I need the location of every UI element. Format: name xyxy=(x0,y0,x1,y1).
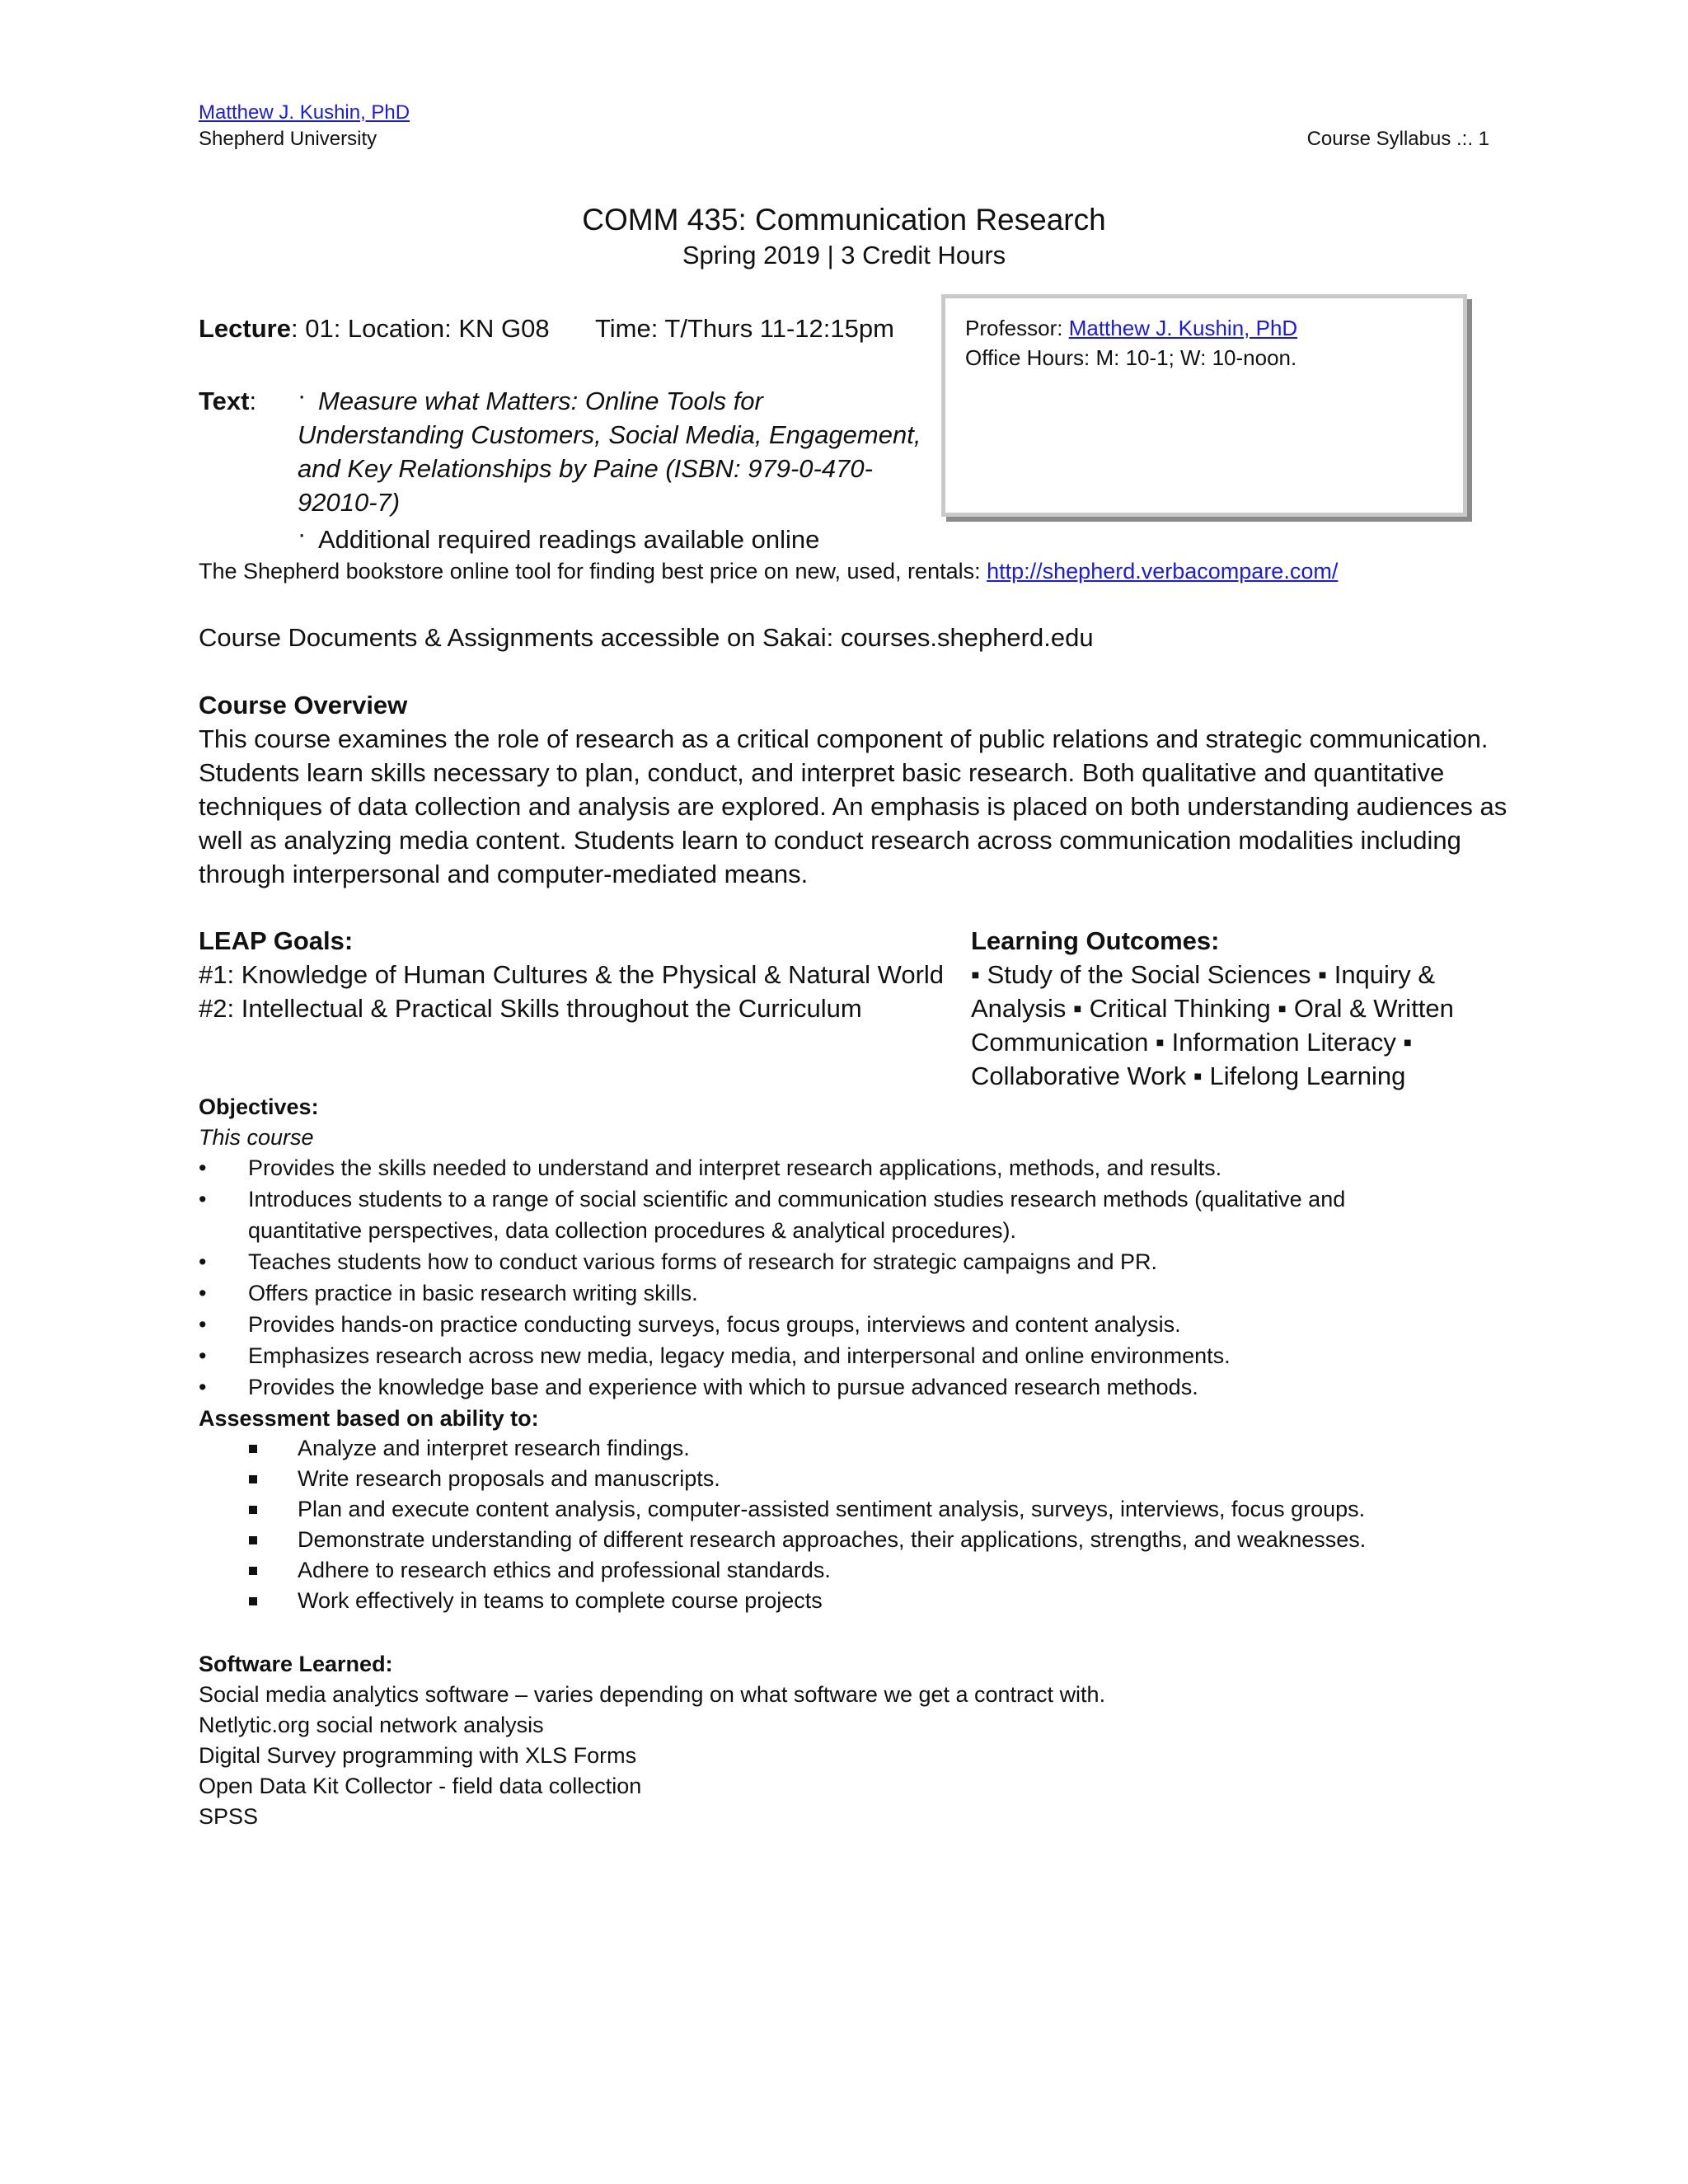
lecture-details: : 01: Location: KN G08 xyxy=(290,314,550,343)
bookstore-link[interactable]: http://shepherd.verbacompare.com/ xyxy=(987,559,1339,583)
text-label: Text xyxy=(199,387,250,415)
software-item-4: Open Data Kit Collector - field data collection xyxy=(199,1774,642,1798)
outcomes-line-3: Communication ▪ Information Literacy ▪ xyxy=(971,1028,1413,1057)
list-item: • Introduces students to a range of social scientific and communication studies research methods (qualitative and quantitative perspectives, data collection procedures & analytical procedures). xyxy=(199,1183,1501,1246)
list-item: Work effectively in teams to complete course projects xyxy=(247,1586,1484,1616)
list-item: • Teaches students how to conduct various forms of research for strategic campaigns and PR. xyxy=(199,1246,1501,1277)
list-item: Write research proposals and manuscripts. xyxy=(247,1464,1484,1494)
square-bullet-icon xyxy=(249,1445,257,1453)
software-item-5: SPSS xyxy=(199,1804,259,1829)
objectives-heading: Objectives: xyxy=(199,1094,319,1119)
overview-line-2: Students learn skills necessary to plan, conduct, and interpret basic research. Both qualitative and quantitative xyxy=(199,758,1445,787)
professor-label: Professor: xyxy=(965,316,1069,340)
list-item: • Emphasizes research across new media, legacy media, and interpersonal and online environments. xyxy=(199,1340,1501,1371)
overview-line-3: techniques of data collection and analysis are explored. An emphasis is placed on both understanding audiences as xyxy=(199,792,1507,821)
textbook-line-4: 92010-7) xyxy=(298,488,401,517)
bullet-icon: • xyxy=(199,1249,207,1274)
professor-box xyxy=(941,294,1467,517)
objectives-list xyxy=(199,1152,1501,1403)
professor-line xyxy=(965,313,1297,343)
list-item: Adhere to research ethics and professional standards. xyxy=(247,1555,1484,1586)
overview-line-5: through interpersonal and computer-mediated means. xyxy=(199,860,809,888)
software-item-2: Netlytic.org social network analysis xyxy=(199,1713,544,1737)
bookstore-text: The Shepherd bookstore online tool for finding best price on new, used, rentals: xyxy=(199,559,987,583)
bullet-icon: • xyxy=(199,1187,207,1212)
software-item-1: Social media analytics software – varies depending on what software we get a contract with. xyxy=(199,1682,1106,1707)
lecture-time: Time: T/Thurs 11-12:15pm xyxy=(595,314,894,343)
professor-name-link[interactable]: Matthew J. Kushin, PhD xyxy=(1068,316,1298,340)
sakai-line: Course Documents & Assignments accessible on Sakai: courses.shepherd.edu xyxy=(199,623,1094,652)
outcomes-line-2: Analysis ▪ Critical Thinking ▪ Oral & Written xyxy=(971,994,1454,1023)
textbook-bullet: · xyxy=(298,381,307,410)
assessment-list xyxy=(247,1433,1484,1616)
textbook-line-1: Measure what Matters: Online Tools for xyxy=(318,387,763,415)
square-bullet-icon xyxy=(249,1536,257,1544)
outcomes-line-4: Collaborative Work ▪ Lifelong Learning xyxy=(971,1062,1406,1090)
list-item: • Offers practice in basic research writing skills. xyxy=(199,1277,1501,1309)
list-item: Plan and execute content analysis, computer-assisted sentiment analysis, surveys, interviews, focus groups. xyxy=(247,1494,1484,1525)
author-link[interactable]: Matthew J. Kushin, PhD xyxy=(199,101,410,124)
additional-readings: Additional required readings available online xyxy=(318,525,820,554)
course-title: COMM 435: Communication Research xyxy=(582,203,1106,237)
list-item: • Provides hands-on practice conducting surveys, focus groups, interviews and content analysis. xyxy=(199,1309,1501,1340)
bullet-icon: • xyxy=(199,1155,207,1180)
bullet-icon: • xyxy=(199,1312,207,1337)
office-hours: Office Hours: M: 10-1; W: 10-noon. xyxy=(965,345,1297,370)
bullet-icon: • xyxy=(199,1281,207,1305)
bullet-icon: • xyxy=(199,1375,207,1399)
leap-heading: LEAP Goals: xyxy=(199,926,354,955)
objectives-intro: This course xyxy=(199,1125,314,1150)
overview-heading: Course Overview xyxy=(199,691,408,719)
list-item: • Provides the knowledge base and experience with which to pursue advanced research methods. xyxy=(199,1371,1501,1403)
bullet-icon: • xyxy=(199,1343,207,1368)
software-item-3: Digital Survey programming with XLS Forms xyxy=(199,1743,637,1768)
page-label: Course Syllabus .:. 1 xyxy=(1306,128,1489,150)
list-item: Analyze and interpret research findings. xyxy=(247,1433,1484,1464)
list-item: Demonstrate understanding of different research approaches, their applications, strengths, and weaknesses. xyxy=(247,1525,1484,1555)
textbook-line-2: Understanding Customers, Social Media, Engagement, xyxy=(298,420,921,449)
list-item: • Provides the skills needed to understand and interpret research applications, methods, and results. xyxy=(199,1152,1501,1183)
lecture-label: Lecture xyxy=(199,314,291,343)
institution-name: Shepherd University xyxy=(199,128,377,150)
course-term: Spring 2019 | 3 Credit Hours xyxy=(682,241,1006,269)
text-colon: : xyxy=(249,387,257,415)
square-bullet-icon xyxy=(249,1506,257,1514)
overview-line-1: This course examines the role of research as a critical component of public relations and strategic communication. xyxy=(199,724,1489,753)
assessment-heading: Assessment based on ability to: xyxy=(199,1406,539,1431)
leap-goal-1: #1: Knowledge of Human Cultures & the Physical & Natural World xyxy=(199,960,945,989)
square-bullet-icon xyxy=(249,1567,257,1575)
outcomes-line-1: ▪ Study of the Social Sciences ▪ Inquiry & xyxy=(971,960,1436,989)
textbook-line-3: and Key Relationships by Paine (ISBN: 979-0-470- xyxy=(298,454,873,483)
square-bullet-icon xyxy=(249,1475,257,1483)
text-label-line xyxy=(199,384,256,418)
list-item-continuation: quantitative perspectives, data collection procedures & analytical procedures). xyxy=(248,1218,1017,1243)
outcomes-heading: Learning Outcomes: xyxy=(971,926,1220,955)
leap-goal-2: #2: Intellectual & Practical Skills throughout the Curriculum xyxy=(199,994,862,1023)
additional-bullet: · xyxy=(298,519,307,548)
square-bullet-icon xyxy=(249,1597,257,1605)
software-heading: Software Learned: xyxy=(199,1652,393,1676)
bookstore-line xyxy=(199,556,1338,586)
overview-line-4: well as analyzing media content. Students learn to conduct research across communication modalities including xyxy=(199,826,1461,855)
lecture-line xyxy=(199,312,550,345)
